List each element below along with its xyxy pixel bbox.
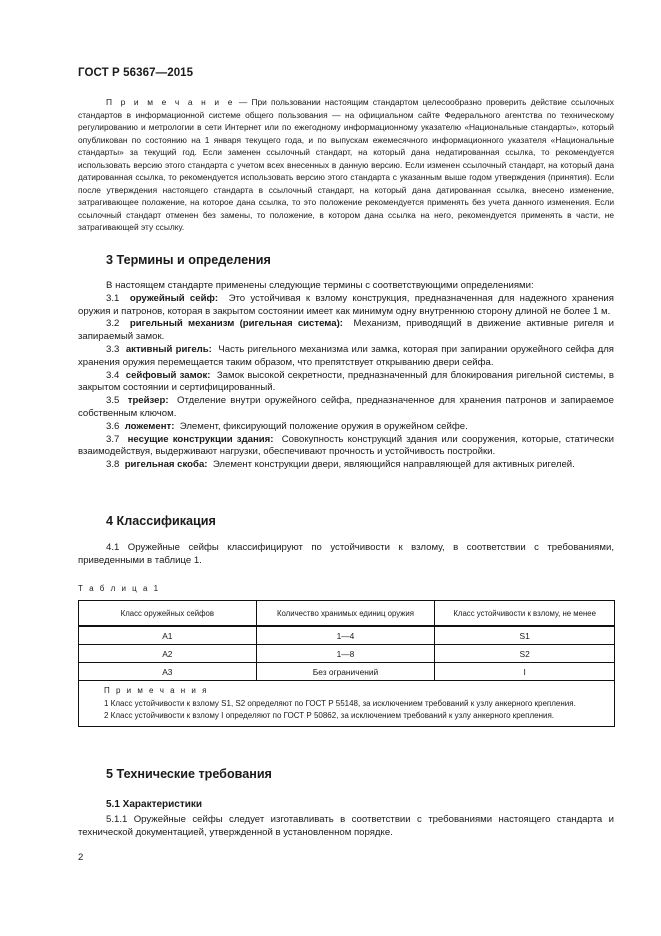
table-cell: 1—4 (256, 626, 435, 645)
term-definition: Отделение внутри оружейного сейфа, предназначенное для хранения патронов и запираемое собственным ключом. (78, 395, 614, 419)
table-header-row (79, 601, 615, 627)
table-row (79, 663, 615, 681)
term-number: 3.2 (106, 318, 120, 330)
table-notes (79, 681, 615, 727)
term-name: трейзер: (127, 395, 169, 407)
notes-label: П р и м е ч а н и я (104, 686, 209, 695)
classification-table (78, 600, 615, 727)
term-item (78, 395, 614, 421)
table-cell: А1 (79, 626, 257, 645)
term-number: 3.1 (106, 292, 120, 304)
term-number: 3.7 (106, 433, 120, 445)
table-caption: Т а б л и ц а 1 (78, 584, 161, 593)
term-definition: Замок высокой секретности, предназначенный для блокирования ригельной системы, в закрытом состоянии и сертифицированный. (78, 369, 614, 394)
term-definition: Элемент конструкции двери, являющийся направляющей для активных ригелей. (212, 459, 575, 471)
term-name: оружейный сейф: (129, 292, 219, 304)
table-cell: S2 (435, 645, 615, 663)
term-item (78, 421, 614, 434)
term-number: 3.6 (106, 420, 120, 432)
column-header: Класс устойчивости к взлому, не менее (435, 601, 615, 627)
term-item (78, 344, 614, 370)
term-name: ригельная скоба: (124, 459, 208, 471)
term-definition: Часть ригельного механизма или замка, которая при запирании оружейного сейфа для хранения оружия перемещается таким образом, что препятствует открыванию двери сейфа. (78, 343, 614, 368)
term-name: активный ригель: (125, 343, 212, 355)
term-item (78, 370, 614, 396)
section-4-heading: 4 Классификация (106, 514, 216, 528)
note-text: — При пользовании настоящим стандартом целесообразно проверить действие ссылочных стандартов в информационной системе общего пользования — на официальном сайте Федерального агентства по техническому регулированию и метрологии в сети Интернет или по ежегодному информационному указателю «Национальные стандарты», который опубликован по состоянию на 1 января текущего года, и по выпускам ежемесячного информационного указателя «Национальные стандарты» за текущий год. Если заменен ссылочный стандарт, на который дана недатированная ссылка, то рекомендуется использовать версию этого стандарта с учетом всех внесенных в данную версию. Если изменен ссылочный стандарт, на который дана датированная ссылка, то рекомендуется использовать версию этого стандарта с указанным выше годом утверждения (принятия). Если после утверждения настоящего стандарта в ссылочный стандарт, на который дана датированная ссылка, внесено изменение, затрагивающее положение, на которое дана ссылка, то это положение рекомендуется применять без учета данного изменения. Если ссылочный стандарт отменен без замены, то положение, в котором дана ссылка на него, рекомендуется применять в части, не затрагивающей эту ссылку. (78, 97, 614, 232)
table-cell: 1—8 (256, 645, 435, 663)
column-header: Класс оружейных сейфов (79, 601, 257, 627)
term-number: 3.5 (106, 395, 120, 407)
table-note: 2 Класс устойчивости к взлому I определяют по ГОСТ Р 50862, за исключением требований к узлу анкерного крепления. (104, 711, 555, 720)
term-item (78, 434, 614, 460)
term-name: несущие конструкции здания: (127, 433, 274, 445)
term-definition: Элемент, фиксирующий положение оружия в оружейном сейфе. (179, 420, 468, 432)
intro-note (78, 96, 614, 234)
table-cell: А2 (79, 645, 257, 663)
section-5-heading: 5 Технические требования (106, 767, 272, 781)
section-3-intro: В настоящем стандарте применены следующие термины с соответствующими определениями: (106, 280, 534, 291)
subsection-5-1-heading: 5.1 Характеристики (106, 799, 203, 810)
table-row (79, 645, 615, 663)
term-number: 3.3 (106, 343, 120, 355)
term-item (78, 318, 614, 344)
term-number: 3.4 (106, 369, 120, 381)
section-5-paragraph: 5.1.1 Оружейные сейфы следует изготавливать в соответствии с требованиями настоящего стандарта и технической документацией, утвержденной в установленном порядке. (78, 814, 614, 838)
term-item (78, 293, 614, 319)
document-code: ГОСТ Р 56367—2015 (78, 67, 194, 79)
term-definition: Это устойчивая к взлому конструкция, предназначенная для надежного хранения оружия и патронов, которая в закрытом состоянии имеет как минимум одну внутреннюю сторону длиной не более 1 м. (78, 292, 614, 317)
term-name: ложемент: (124, 420, 175, 432)
note-label: П р и м е ч а н и е (106, 97, 235, 107)
table-row (79, 626, 615, 645)
term-definition: Механизм, приводящий в движение активные ригеля и запираемый замок. (78, 318, 614, 343)
table-cell: А3 (79, 663, 257, 681)
section-3-heading: 3 Термины и определения (106, 253, 271, 267)
column-header: Количество хранимых единиц оружия (256, 601, 435, 627)
table-cell: Без ограничений (256, 663, 435, 681)
table-note: 1 Класс устойчивости к взлому S1, S2 определяют по ГОСТ Р 55148, за исключением требований к узлу анкерного крепления. (104, 698, 576, 708)
section-5-body (78, 814, 614, 840)
section-3-body (78, 280, 614, 472)
term-name: ригельный механизм (ригельная система): (129, 318, 343, 330)
section-4-paragraph: 4.1 Оружейные сейфы классифицируют по устойчивости к взлому, в соответствии с требованиями, приведенными в таблице 1. (78, 542, 614, 566)
table-notes-row (79, 681, 615, 727)
term-definition: Совокупность конструкций здания или сооружения, которые, статически взаимодействуя, выдерживают нагрузки, обеспечивают прочность и устойчивость постройки. (78, 433, 614, 458)
section-4-body (78, 542, 614, 568)
term-item (78, 459, 614, 472)
table-cell: I (435, 663, 615, 681)
table-cell: S1 (435, 626, 615, 645)
term-number: 3.8 (106, 459, 120, 471)
term-name: сейфовый замок: (125, 369, 211, 381)
page-number: 2 (78, 852, 84, 863)
